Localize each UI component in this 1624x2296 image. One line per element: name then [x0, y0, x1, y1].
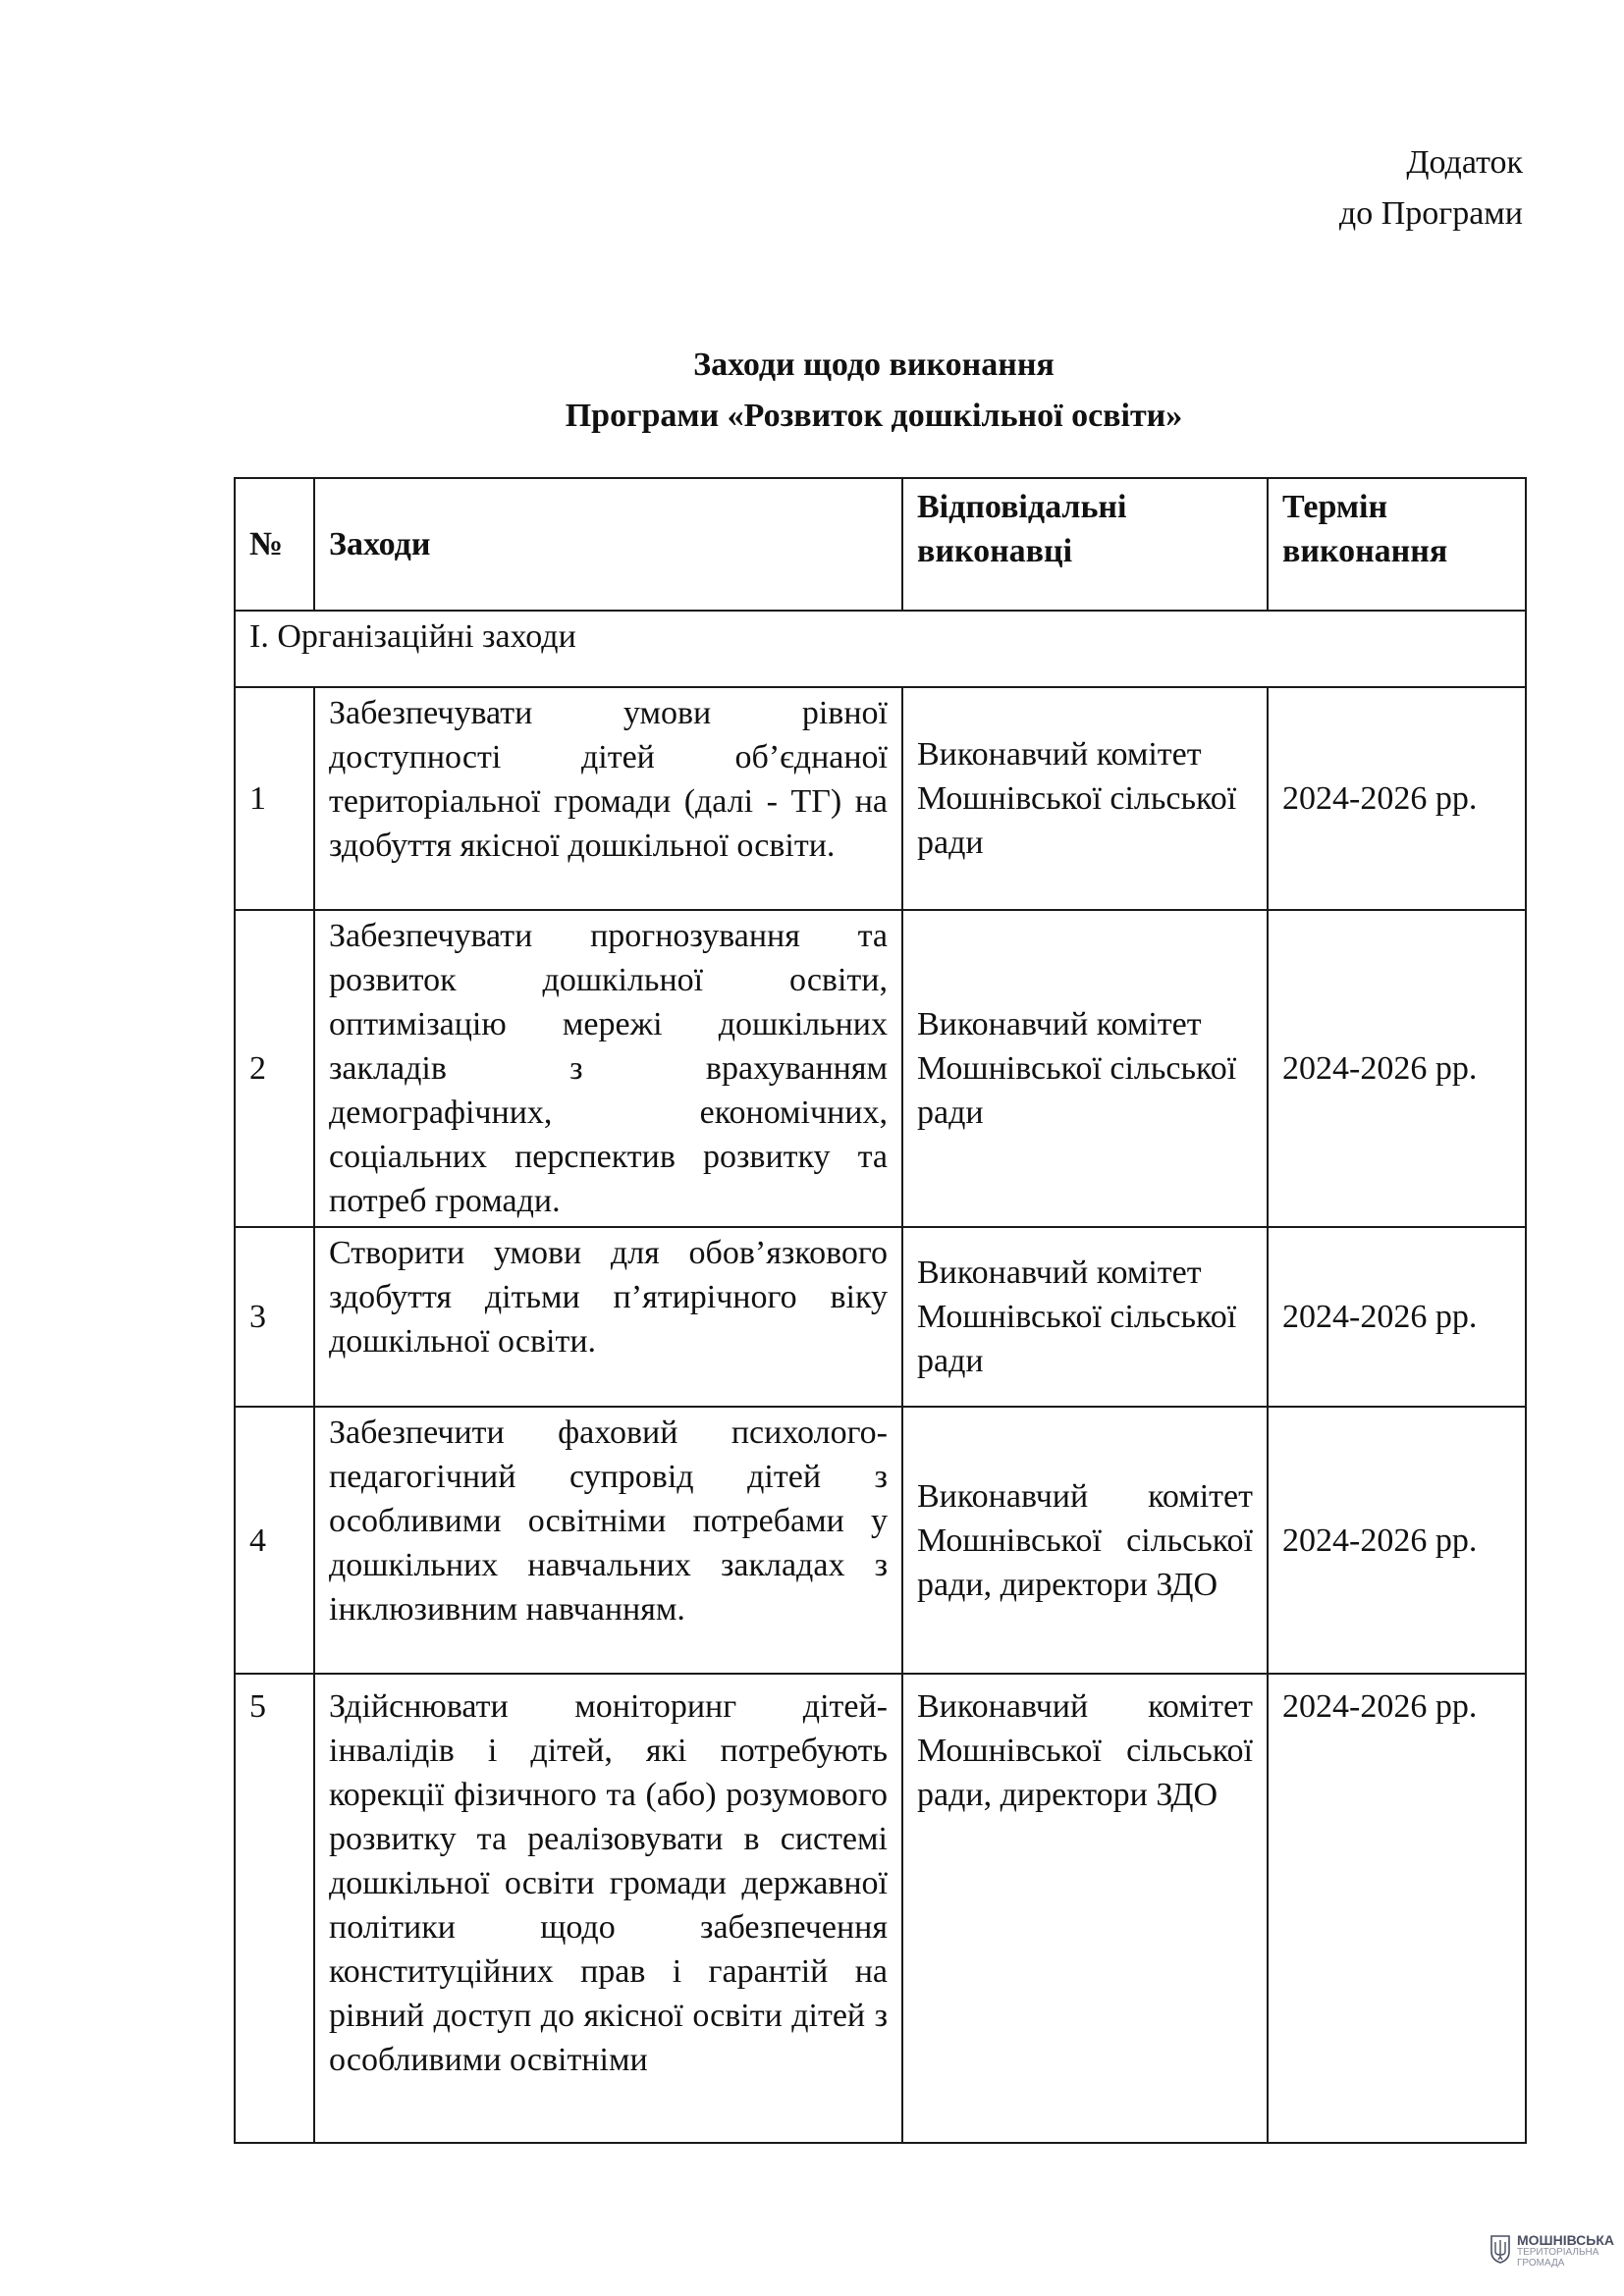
- row-number: 3: [235, 1227, 314, 1407]
- logo-sub-2: ГРОМАДА: [1516, 2258, 1565, 2269]
- row-number: 1: [235, 687, 314, 910]
- row-measure: Створити умови для обов’язкового здобуття дітьми п’ятирічного віку дошкільної освіти.: [314, 1227, 902, 1407]
- table-header-row: [235, 478, 1526, 611]
- measures-table: [234, 477, 1527, 2144]
- trident-shield-icon: [1489, 2234, 1511, 2269]
- row-measure: Здійснювати моніторинг дітей-інвалідів і дітей, які потребують корекції фізичного та (або) розумового розвитку та реалізовувати в системі дошкільної освіти громади державної політики щодо забезпечення конституційних прав і гарантій на рівний доступ до якісної освіти дітей з особливими освітніми: [314, 1674, 902, 2143]
- document-title: [236, 340, 1512, 442]
- title-line-1: Заходи щодо виконання: [693, 347, 1055, 383]
- row-deadline: 2024-2026 рр.: [1268, 1407, 1526, 1674]
- row-responsible: Виконавчий комітет Мошнівської сільської ради, директори ЗДО: [902, 1407, 1268, 1674]
- row-responsible: Виконавчий комітет Мошнівської сільської ради: [902, 687, 1268, 910]
- header-responsible: Відповідальні виконавці: [902, 478, 1268, 611]
- community-logo: [1489, 2233, 1614, 2269]
- row-number: 5: [235, 1674, 314, 2143]
- logo-name: МОШНІВСЬКА: [1516, 2232, 1614, 2248]
- header-measures: Заходи: [314, 478, 902, 611]
- row-deadline: 2024-2026 рр.: [1268, 687, 1526, 910]
- row-responsible: Виконавчий комітет Мошнівської сільської ради: [902, 1227, 1268, 1407]
- row-deadline: 2024-2026 рр.: [1268, 1227, 1526, 1407]
- row-measure: Забезпечити фаховий психолого-педагогічний супровід дітей з особливими освітніми потребами у дошкільних навчальних закладах з інклюзивним навчанням.: [314, 1407, 902, 1674]
- table-row: [235, 910, 1526, 1227]
- row-deadline: 2024-2026 рр.: [1268, 910, 1526, 1227]
- appendix-line-1: Додаток: [1406, 144, 1523, 181]
- appendix-line-2: до Програми: [1338, 195, 1523, 232]
- table-row: [235, 1674, 1526, 2143]
- table-row: [235, 687, 1526, 910]
- row-measure: Забезпечувати умови рівної доступності дітей об’єднаної територіальної громади (далі - ТГ) на здобуття якісної дошкільної освіти.: [314, 687, 902, 910]
- section-row: [235, 611, 1526, 687]
- table-row: [235, 1407, 1526, 1674]
- table-row: [235, 1227, 1526, 1407]
- appendix-note: [1339, 137, 1523, 240]
- header-deadline: Термін виконання: [1268, 478, 1526, 611]
- row-measure: Забезпечувати прогнозування та розвиток дошкільної освіти, оптимізацію мережі дошкільних закладів з врахуванням демографічних, економічних, соціальних перспектив розвитку та потреб громади.: [314, 910, 902, 1227]
- row-responsible: Виконавчий комітет Мошнівської сільської ради: [902, 910, 1268, 1227]
- section-title: І. Організаційні заходи: [235, 611, 1526, 687]
- title-line-2: Програми «Розвиток дошкільної освіти»: [565, 398, 1183, 434]
- logo-sub-1: ТЕРИТОРІАЛЬНА: [1516, 2247, 1599, 2258]
- row-number: 4: [235, 1407, 314, 1674]
- row-number: 2: [235, 910, 314, 1227]
- row-deadline: 2024-2026 рр.: [1268, 1674, 1526, 2143]
- header-num: №: [235, 478, 314, 611]
- row-responsible: Виконавчий комітет Мошнівської сільської ради, директори ЗДО: [902, 1674, 1268, 2143]
